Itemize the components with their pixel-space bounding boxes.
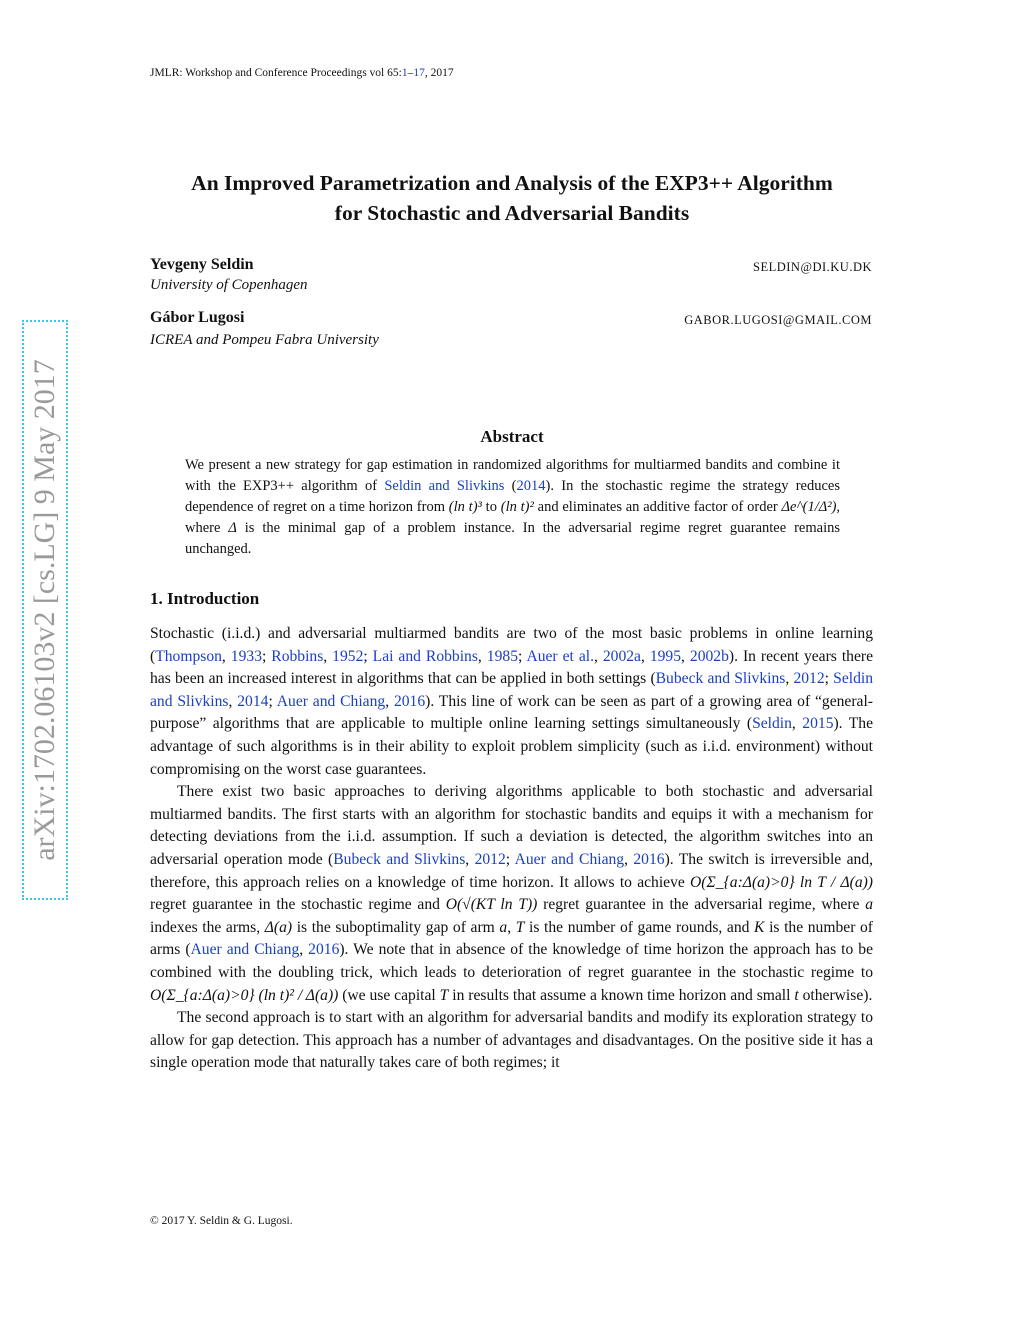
body-text: ). We note that in absence of the knowledge of time horizon the approach has to be combined with the doubling trick, which leads to deterioration of regret guarantee in the stochastic regime to [150,941,873,981]
separator: , [477,647,487,665]
citation-year-link[interactable]: 1985 [486,647,518,665]
citation-year-link[interactable]: 1995 [649,647,682,665]
body-text: indexes the arms, [150,918,265,936]
author-1-email: SELDIN@DI.KU.DK [753,260,872,274]
venue-text: JMLR: Workshop and Conference Proceedings vol 65: [150,67,402,79]
citation-year-link[interactable]: 2012 [793,670,825,688]
citation-year-link[interactable]: 2015 [802,715,834,733]
separator: , [681,647,690,665]
math-expression: Δ(a) [264,918,293,936]
math-expression: O(Σ_{a:Δ(a)>0} (ln t)² / Δ(a)) [150,986,339,1004]
paper-title [120,168,904,228]
body-text: The second approach is to start with an algorithm for adversarial bandits and modify its exploration strategy to allow for gap detection. This approach has a number of advantages and disadvantages. On the positive side it has a single operation mode that naturally takes care of both regimes; it [150,1009,873,1072]
separator: , [221,647,231,665]
body-text: regret guarantee in the adversarial regime, where [537,896,866,914]
separator: , [791,715,803,733]
author-2-name: Gábor Lugosi [150,309,245,326]
abstract-text: is the minimal gap of a problem instance. In the adversarial regime regret guarantee remains unchanged. [185,520,840,557]
abstract-text: We present a new strategy for gap estimation in randomized algorithms for multiarmed bandits and combine it with the EXP3++ algorithm of [185,457,840,494]
math-expression: (ln t)³ [448,499,482,515]
paragraph-2 [150,781,873,1007]
citation-year-link[interactable]: 2014 [237,692,269,710]
last-page-link[interactable]: 17 [413,67,425,79]
separator: , [385,692,394,710]
abstract-heading: Abstract [480,427,544,446]
citation-link[interactable]: Thompson [155,647,222,665]
first-page-link[interactable]: 1 [401,67,408,79]
citation-link[interactable]: Auer and Chiang [190,941,300,959]
separator: , [593,647,603,665]
math-expression: K [754,918,765,936]
abstract-text: ). In the stochastic regime the strategy reduces dependence of regret on a time horizon from [185,478,840,515]
citation-link[interactable]: Bubeck and Slivkins [655,670,786,688]
body-text: ). The switch is irreversible and, therefore, this approach relies on a knowledge of time horizon. It allows to achieve [150,850,874,891]
citation-year-link[interactable]: 2002a [602,647,641,665]
body-text: is the number of game rounds, and [524,918,755,936]
body-text: is the number of arms ( [150,918,873,959]
abstract-text: and eliminates an additive factor of order [533,499,782,515]
math-expression: a [865,896,873,914]
body-text: (we use capital [338,986,440,1004]
introduction-body [150,623,873,1075]
author-1-affiliation: University of Copenhagen [150,277,308,293]
author-2-email: GABOR.LUGOSI@GMAIL.COM [684,313,872,327]
citation-year-link[interactable]: 2012 [474,850,506,868]
copyright-footer: © 2017 Y. Seldin & G. Lugosi. [150,1215,293,1227]
title-line-1: An Improved Parametrization and Analysis of the EXP3++ Algorithm [191,171,833,195]
body-text: in results that assume a known time horizon and small [448,986,795,1004]
page-dash: – [407,67,414,79]
arxiv-identifier[interactable]: arXiv:1702.06103v2 [cs.LG] 9 May 2017 [28,359,61,861]
citation-link[interactable]: Auer and Chiang [514,850,625,868]
math-expression: (ln t)² [500,499,534,515]
citation-year-link[interactable]: 2016 [393,692,426,710]
separator: ; [268,692,277,710]
paragraph-1 [150,623,873,781]
body-text: ). The advantage of such algorithms is in their ability to exploit problem simplicity (such as i.i.d. environment) without compromising on the worst case guarantees. [150,715,874,778]
body-text: , [507,918,516,936]
citation-year-link[interactable]: 2016 [633,850,665,868]
separator: ; [505,850,515,868]
author-1-name: Yevgeny Seldin [150,256,254,273]
abstract-body: We present a new strategy for gap estimation in randomized algorithms for multiarmed bandits and combine it with the EXP3++ algorithm of Seldin and Slivkins (2014). In the stochastic regime the strategy reduces dependence of regret on a time horizon from (ln t)³ to (ln t)² and eliminates an additive factor of order Δe^(1/Δ²), where Δ is the minimal gap of a problem instance. In the adversarial regime regret guarantee remains unchanged. [185,457,841,557]
math-expression: O(Σ_{a:Δ(a)>0} ln T / Δ(a)) [690,873,873,891]
separator: ; [517,647,527,665]
body-text: Stochastic (i.i.d.) and adversarial multiarmed bandits are two of the most basic problems in online learning ( [150,625,873,665]
math-expression: O(√(KT ln T)) [445,896,538,914]
math-expression: Δ [228,520,237,536]
citation-link[interactable]: Lai and Robbins [372,647,478,665]
separator: ; [261,647,272,665]
citation-link[interactable]: Seldin and Slivkins [150,670,874,710]
separator: , [785,670,794,688]
abstract-text: to [481,499,501,515]
body-text: ). This line of work can be seen as part of a growing area of “general-purpose” algorithms that are applicable to multiple online learning settings simultaneously ( [150,692,873,733]
separator: , [299,941,309,959]
math-expression: Δe^(1/Δ²) [781,499,837,515]
running-header [150,67,454,79]
citation-year-link[interactable]: 1933 [230,647,262,665]
citation-link[interactable]: Seldin and Slivkins [384,478,505,494]
citation-link[interactable]: Seldin [752,715,792,733]
math-expression: T [515,918,525,936]
body-text: is the suboptimality gap of arm [292,918,500,936]
citation-link[interactable]: Bubeck and Slivkins [333,850,466,868]
section-heading: 1. Introduction [150,589,260,608]
separator: ; [363,647,373,665]
citation-year-link[interactable]: 1952 [332,647,364,665]
separator: , [228,692,238,710]
body-text: regret guarantee in the stochastic regime and [150,896,446,914]
abstract-text: , where [185,499,841,536]
citation-link[interactable]: Robbins [271,647,324,665]
math-expression: T [439,986,449,1004]
separator: , [624,850,634,868]
separator: , [323,647,333,665]
title-line-2: for Stochastic and Adversarial Bandits [334,201,690,225]
citation-year-link[interactable]: 2014 [516,478,546,494]
citation-link[interactable]: Auer et al. [526,647,594,665]
body-text: otherwise). [798,986,873,1004]
separator: , [465,850,475,868]
header-year: , 2017 [424,67,454,79]
paragraph-3 [150,1007,873,1075]
citation-link[interactable]: Auer and Chiang [276,692,386,710]
citation-year-link[interactable]: 2016 [308,941,340,959]
separator: ; [824,670,834,688]
math-expression: t [794,986,799,1004]
arxiv-stamp [22,320,68,900]
body-text: ). In recent years there has been an increased interest in algorithms that can be applied in both settings ( [150,647,874,688]
author-2-affiliation: ICREA and Pompeu Fabra University [150,332,379,348]
separator: , [640,647,650,665]
citation-year-link[interactable]: 2002b [689,647,729,665]
body-text: There exist two basic approaches to deriving algorithms applicable to both stochastic and adversarial multiarmed bandits. The first starts with an algorithm for stochastic bandits and equips it with a mechanism for detecting deviations from the i.i.d. assumption. If such a deviation is detected, the algorithm switches into an adversarial operation mode ( [150,783,873,868]
math-expression: a [499,918,508,936]
